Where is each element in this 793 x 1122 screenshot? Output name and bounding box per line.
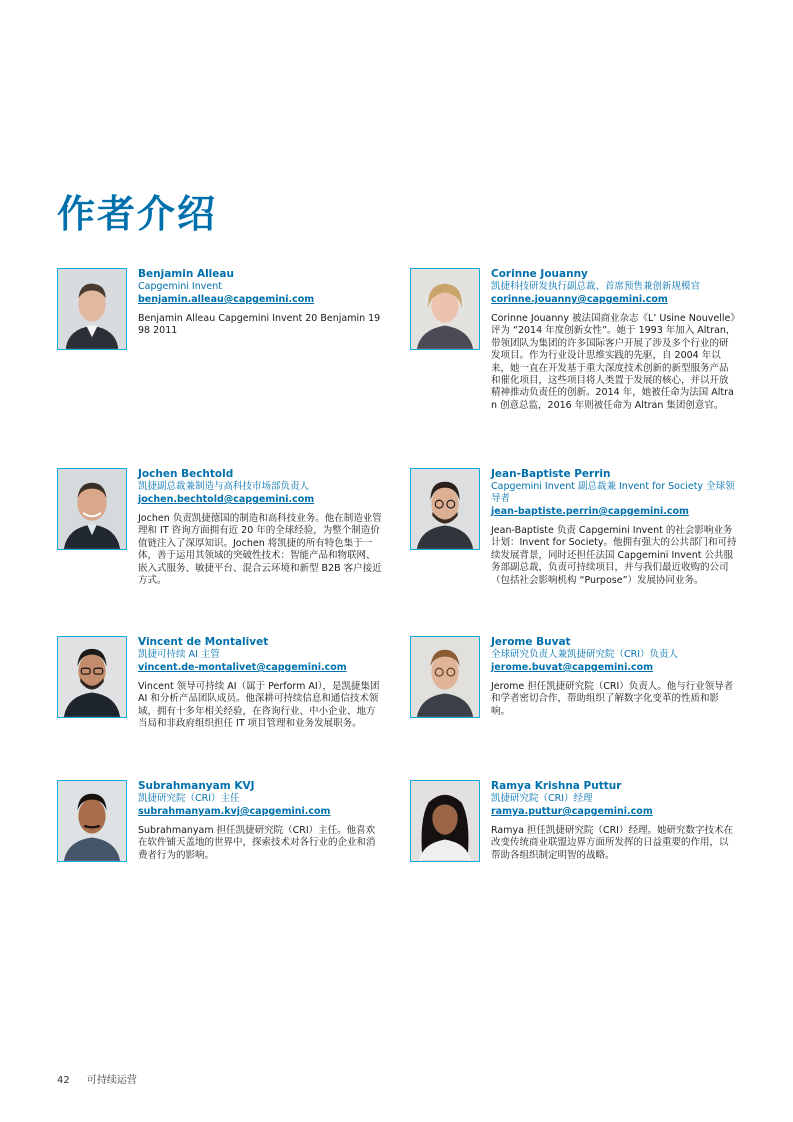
author-photo xyxy=(57,468,127,550)
author-name: Jochen Bechtold xyxy=(138,468,234,480)
portrait-icon xyxy=(411,269,479,349)
page-title: 作者介绍 xyxy=(57,192,218,236)
portrait-icon xyxy=(58,469,126,549)
author-bio: Jerome 担任凯捷研究院（CRI）负责人。他与行业领导者和学者密切合作，帮助组织了解数字化变革的性质和影响。 xyxy=(491,681,734,717)
author-name: Vincent de Montalivet xyxy=(138,636,269,648)
author-photo xyxy=(410,268,480,350)
author-role: 凯捷研究院（CRI）经理 xyxy=(491,793,593,804)
author-bio: Jean-Baptiste 负责 Capgemini Invent 的社会影响业务计划：Invent for Society。他拥有强大的公共部门和可持续发展背景，同时还担任法国 Capgemini Invent 公共服务部副总裁，负责可持续项目，并与我们最近收购的公司（包括社会影响机构 “Purpose”）发展协同业务。 xyxy=(491,525,737,586)
portrait-icon xyxy=(58,637,126,717)
author-photo xyxy=(410,780,480,862)
author-role: 凯捷研究院（CRI）主任 xyxy=(138,793,240,804)
portrait-icon xyxy=(411,781,479,861)
author-name: Jerome Buvat xyxy=(491,636,571,648)
author-photo xyxy=(57,636,127,718)
portrait-icon xyxy=(58,781,126,861)
author-photo xyxy=(57,780,127,862)
author-bio: Vincent 领导可持续 AI（属于 Perform AI），是凯捷集团 AI 和分析产品团队成员。他深耕可持续信息和通信技术领域，拥有十多年相关经验，在咨询行业、中小企业、地方当局和非政府组织担任 IT 项目管理和业务发展职务。 xyxy=(138,681,380,730)
author-role: Capgemini Invent xyxy=(138,281,222,292)
author-name: Jean-Baptiste Perrin xyxy=(491,468,611,480)
footer-section-title: 可持续运营 xyxy=(86,1075,137,1086)
author-photo xyxy=(410,468,480,550)
author-email-link[interactable]: vincent.de-montalivet@capgemini.com xyxy=(138,662,347,673)
author-name: Corinne Jouanny xyxy=(491,268,588,280)
portrait-icon xyxy=(58,269,126,349)
portrait-icon xyxy=(411,469,479,549)
author-email-link[interactable]: benjamin.alleau@capgemini.com xyxy=(138,294,315,305)
author-name: Subrahmanyam KVJ xyxy=(138,780,255,792)
author-bio: Subrahmanyam 担任凯捷研究院（CRI）主任。他喜欢在软件铺天盖地的世界中，探索技术对各行业的企业和消费者行为的影响。 xyxy=(138,825,376,861)
author-name: Benjamin Alleau xyxy=(138,268,234,280)
author-role: Capgemini Invent 副总裁兼 Invent for Society 全球领导者 xyxy=(491,481,735,504)
author-bio: Benjamin Alleau Capgemini Invent 20 Benjamin 1998 2011 xyxy=(138,313,381,337)
author-email-link[interactable]: corinne.jouanny@capgemini.com xyxy=(491,294,668,305)
portrait-icon xyxy=(411,637,479,717)
author-bio: Ramya 担任凯捷研究院（CRI）经理。她研究数字技术在改变传统商业联盟边界方面所发挥的日益重要的作用，以帮助各组织制定明智的战略。 xyxy=(491,825,733,861)
author-bio: Corinne Jouanny 被法国商业杂志《L’ Usine Nouvelle》评为 “2014 年度创新女性”。她于 1993 年加入 Altran，带领团队为集团的许多国际客户开展了涉及多个行业的研发项目。作为行业设计思维实践的先驱，自 2004 年以来，她一直在开发基于重大深度技术创新的新型服务产品和催化项目，这些项目将人类置于发展的核心，并以开放精神推动负责任的创新。2014 年，她被任命为法国 Altran 创意总监，2016 年则被任命为 Altran 集团创意官。 xyxy=(491,313,736,411)
page-number: 42 xyxy=(57,1075,70,1086)
author-role: 凯捷副总裁兼制造与高科技市场部负责人 xyxy=(138,481,310,492)
author-name: Ramya Krishna Puttur xyxy=(491,780,622,792)
author-photo xyxy=(57,268,127,350)
author-photo xyxy=(410,636,480,718)
author-email-link[interactable]: jean-baptiste.perrin@capgemini.com xyxy=(491,506,689,517)
author-email-link[interactable]: ramya.puttur@capgemini.com xyxy=(491,806,653,817)
author-email-link[interactable]: subrahmanyam.kvj@capgemini.com xyxy=(138,806,331,817)
author-role: 凯捷可持续 AI 主管 xyxy=(138,649,220,660)
author-email-link[interactable]: jerome.buvat@capgemini.com xyxy=(491,662,653,673)
author-bio: Jochen 负责凯捷德国的制造和高科技业务。他在制造业管理和 IT 咨询方面拥有近 20 年的全球经验，为整个制造价值链注入了深厚知识。Jochen 将凯捷的所有特色集于一体，善于运用其领域的突破性技术：智能产品和物联网、嵌入式服务、敏捷平台、混合云环境和新型 B2B 客户接近方式。 xyxy=(138,513,382,587)
author-email-link[interactable]: jochen.bechtold@capgemini.com xyxy=(138,494,315,505)
page-footer xyxy=(57,1071,151,1086)
author-role: 凯捷科技研发执行副总裁、首席预售兼创新规模官 xyxy=(491,281,701,292)
author-role: 全球研究负责人兼凯捷研究院（CRI）负责人 xyxy=(491,649,679,660)
